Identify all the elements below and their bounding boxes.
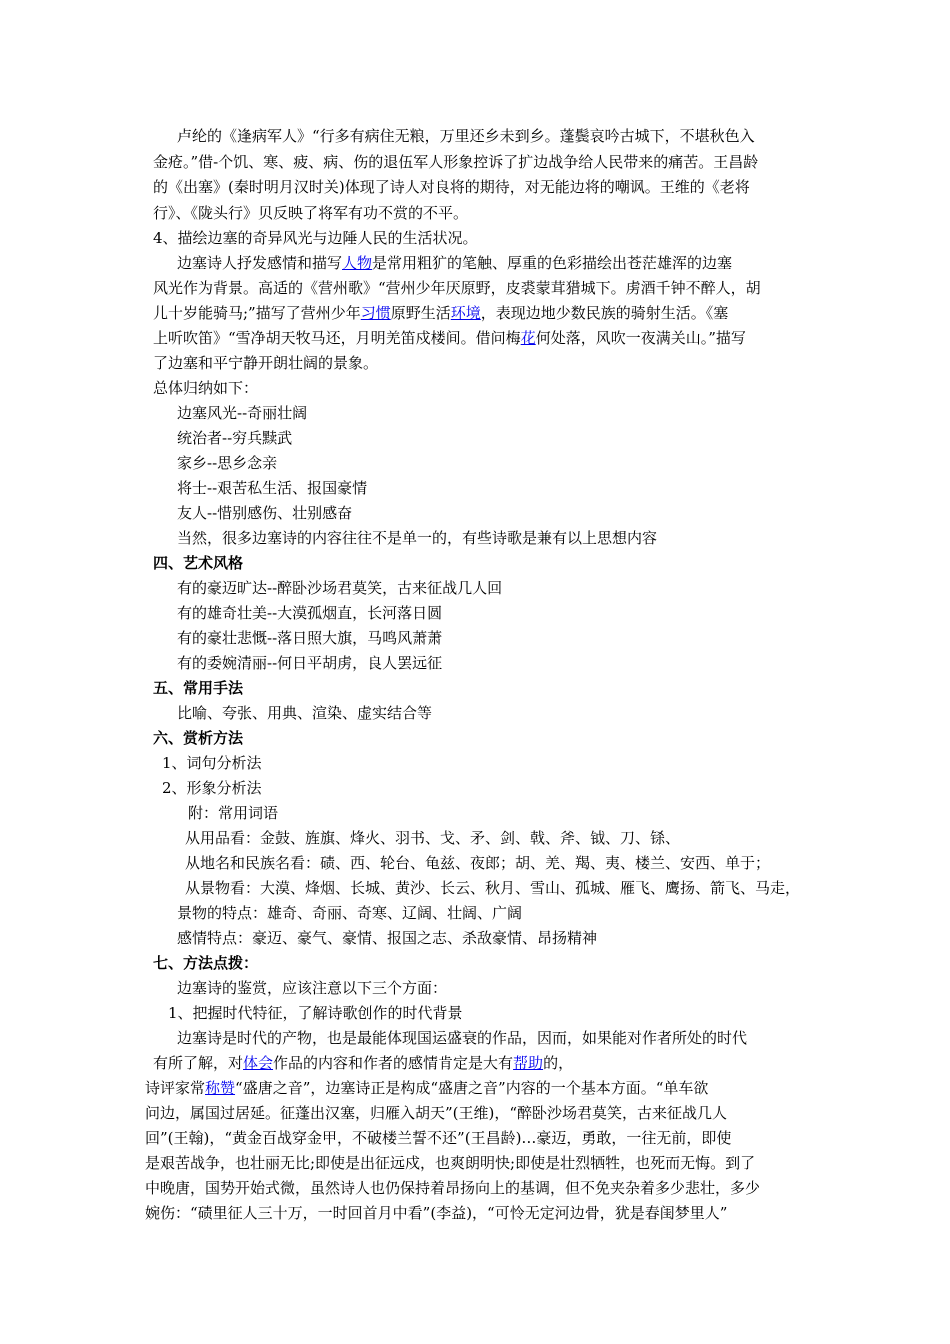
style-item: 有的豪壮悲慨--落日照大旗，马鸣风萧萧 (177, 629, 443, 647)
link-hua[interactable]: 花 (520, 329, 536, 347)
sec7-text: “盛唐之音”，边塞诗正是构成“盛唐之音”内容的一个基本方面。“单车欲 (235, 1079, 709, 1097)
vocab-scenery: 从景物看：大漠、烽烟、长城、黄沙、长云、秋月、雪山、孤城、雁飞、鹰扬、箭飞、马走， (185, 879, 801, 897)
sec7-para-line-3 (145, 1078, 708, 1098)
link-chengzan[interactable]: 称赞 (205, 1079, 236, 1097)
para2-line-2: 风光作为背景。高适的《营州歌》“营州少年厌原野，皮裘蒙茸猎城下。虏酒千钟不醉人，胡 (153, 279, 761, 297)
link-bangzhu[interactable]: 帮助 (513, 1054, 544, 1072)
para2-text: 原野生活 (390, 304, 451, 322)
sec7-para-line-5: 回”(王翰)，“黄金百战穿金甲，不破楼兰誓不还”(王昌龄)…豪迈，勇敢，一往无前，即使 (145, 1129, 732, 1147)
sec7-intro: 边塞诗的鉴赏，应该注意以下三个方面： (177, 979, 448, 997)
sec7-point-1: 1、把握时代特征，了解诗歌创作的时代背景 (168, 1004, 463, 1022)
vocab-weapons: 从用品看：金鼓、旌旗、烽火、羽书、戈、矛、剑、戟、斧、钺、刀、铩、 (185, 829, 681, 847)
sec7-para-line-7: 中晚唐，国势开始式微，虽然诗人也仍保持着昂扬向上的基调，但不免夹杂着多少悲壮，多少 (145, 1179, 761, 1197)
link-renwu[interactable]: 人物 (342, 254, 373, 272)
sec7-text: 有所了解，对 (153, 1054, 244, 1072)
para2-text: 上听吹笛》“雪净胡天牧马还，月明羌笛戍楼间。借问梅 (153, 329, 521, 347)
para2-text: 是常用粗犷的笔触、厚重的色彩描绘出苍茫雄浑的边塞 (372, 254, 733, 272)
sec7-para-line-4: 问边，属国过居延。征蓬出汉塞，归雁入胡天”(王维)，“醉卧沙场君莫笑，古来征战几人 (145, 1104, 728, 1122)
para1-line-4: 行》、《陇头行》贝反映了将军有功不赏的不平。 (153, 204, 469, 222)
sec5-text: 比喻、夸张、用典、渲染、虚实结合等 (177, 704, 433, 722)
para2-text: 边塞诗人抒发感情和描写 (177, 254, 343, 272)
link-huanjing[interactable]: 环境 (450, 304, 481, 322)
sec6-heading: 六、赏析方法 (153, 729, 244, 747)
para1-line-1: 卢纶的《逢病军人》“行多有病住无粮，万里还乡未到乡。蓬鬓哀吟古城下，不堪秋色入 (177, 127, 755, 145)
sec7-para-line-1: 边塞诗是时代的产物，也是最能体现国运盛衰的作品，因而，如果能对作者所处的时代 (177, 1029, 748, 1047)
sec7-para-line-2 (153, 1053, 573, 1073)
sec7-text: 的， (543, 1054, 574, 1072)
para2-line-3 (153, 303, 728, 323)
style-item: 有的豪迈旷达--醉卧沙场君莫笑，古来征战几人回 (177, 579, 503, 597)
sec7-para-line-6: 是艰苦战争，也壮丽无比;即使是出征远戍，也爽朗明快;即使是壮烈牺牲，也死而无悔。到了 (145, 1154, 756, 1172)
method-1: 1、词句分析法 (162, 754, 262, 772)
para2-line-4 (153, 328, 746, 348)
appendix-label: 附：常用词语 (188, 804, 279, 822)
summary-item: 边塞风光--奇丽壮阔 (177, 404, 308, 422)
para2-text: 何处落，风吹一夜满关山。”描写 (535, 329, 746, 347)
link-tihui[interactable]: 体会 (243, 1054, 274, 1072)
style-item: 有的雄奇壮美--大漠孤烟直，长河落日圆 (177, 604, 443, 622)
para2-text: 儿十岁能骑马;”描写了营州少年 (153, 304, 361, 322)
summary-item: 家乡--思乡念亲 (177, 454, 278, 472)
para2-line-1 (177, 253, 732, 273)
sec7-text: 诗评家常 (145, 1079, 206, 1097)
summary-item: 友人--惜别感伤、壮别感奋 (177, 504, 353, 522)
vocab-places: 从地名和民族名看：碛、西、轮台、龟兹、夜郎；胡、羌、羯、夷、楼兰、安西、单于； (185, 854, 771, 872)
para1-line-2: 金疮。”借-个饥、寒、疲、病、伤的退伍军人形象控诉了扩边战争给人民带来的痛苦。王昌龄 (153, 153, 759, 171)
sec7-text: 作品的内容和作者的感情肯定是大有 (273, 1054, 514, 1072)
summary-title: 总体归纳如下： (153, 379, 259, 397)
sec5-heading: 五、常用手法 (153, 679, 244, 697)
para2-text: ，表现边地少数民族的骑射生活。《塞 (480, 304, 729, 322)
item4-heading: 4、描绘边塞的奇异风光与边陲人民的生活状况。 (153, 229, 478, 247)
sec7-heading: 七、方法点拨： (153, 954, 259, 972)
link-xiguan[interactable]: 习惯 (360, 304, 391, 322)
style-item: 有的委婉清丽--何日平胡虏，良人罢远征 (177, 654, 443, 672)
scene-traits: 景物的特点：雄奇、奇丽、奇寒、辽阔、壮阔、广阔 (177, 904, 523, 922)
para2-line-5: 了边塞和平宁静开朗壮阔的景象。 (153, 354, 379, 372)
summary-item: 统治者--穷兵黩武 (177, 429, 293, 447)
method-2: 2、形象分析法 (162, 779, 262, 797)
summary-item: 将士--艰苦私生活、报国豪情 (177, 479, 368, 497)
para1-line-3: 的《出塞》(秦时明月汉时关)体现了诗人对良将的期待，对无能边将的嘲讽。王维的《老将 (153, 178, 750, 196)
summary-note: 当然，很多边塞诗的内容往往不是单一的，有些诗歌是兼有以上思想内容 (177, 529, 658, 547)
sec7-para-line-8: 婉伤：“碛里征人三十万，一时回首月中看”(李益)，“可怜无定河边骨，犹是春闺梦里人” (145, 1204, 728, 1222)
emotion-traits: 感情特点：豪迈、豪气、豪情、报国之志、杀敌豪情、昂扬精神 (177, 929, 598, 947)
sec4-heading: 四、艺术风格 (153, 554, 244, 572)
